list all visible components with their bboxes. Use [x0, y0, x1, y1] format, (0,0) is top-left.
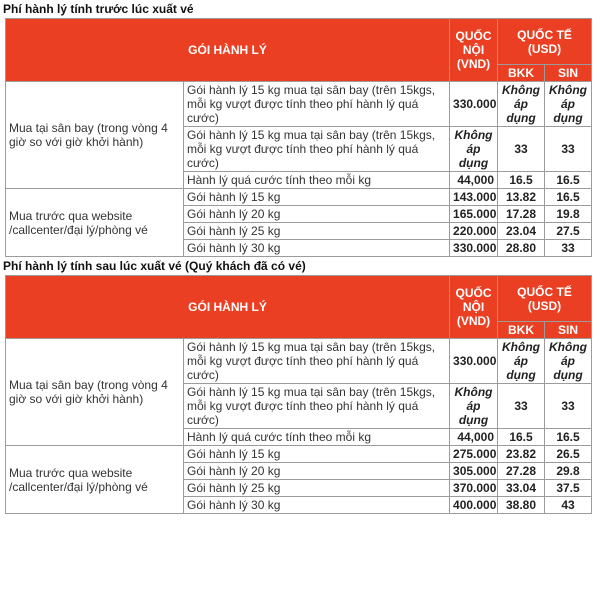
header-domestic: QUỐC NỘI (VND): [450, 19, 498, 82]
group-airport: Mua tại sân bay (trong vòng 4 giờ so với giờ khởi hành): [6, 82, 184, 189]
row-bkk: 33: [498, 384, 545, 429]
row-sin: Không áp dụng: [545, 82, 592, 127]
row-sin: 37.5: [545, 480, 592, 497]
row-bkk: 33.04: [498, 480, 545, 497]
row-sin: 27.5: [545, 223, 592, 240]
row-sin: 43: [545, 497, 592, 514]
row-bkk: 23.82: [498, 446, 545, 463]
row-domestic: 370.000: [450, 480, 498, 497]
table-row: [6, 189, 592, 206]
header-sin: SIN: [545, 322, 592, 339]
header-international: QUỐC TẾ (USD): [498, 276, 592, 322]
row-domestic: Không áp dụng: [450, 127, 498, 172]
header-package: GÓI HÀNH LÝ: [6, 276, 450, 339]
header-sin: SIN: [545, 65, 592, 82]
row-sin: 33: [545, 127, 592, 172]
row-sin: 16.5: [545, 189, 592, 206]
header-package: GÓI HÀNH LÝ: [6, 19, 450, 82]
section2-title: Phí hành lý tính sau lúc xuất vé (Quý khách đã có vé): [3, 259, 306, 273]
row-domestic: 275.000: [450, 446, 498, 463]
row-domestic: Không áp dụng: [450, 384, 498, 429]
row-domestic: 330.000: [450, 82, 498, 127]
header-bkk: BKK: [498, 322, 545, 339]
row-bkk: 27.28: [498, 463, 545, 480]
row-bkk: 23.04: [498, 223, 545, 240]
row-bkk: 13.82: [498, 189, 545, 206]
section1-title: Phí hành lý tính trước lúc xuất vé: [3, 2, 194, 16]
header-domestic: QUỐC NỘI (VND): [450, 276, 498, 339]
row-bkk: Không áp dụng: [498, 339, 545, 384]
row-sin: 16.5: [545, 172, 592, 189]
row-desc: Hành lý quá cước tính theo mỗi kg: [184, 172, 450, 189]
fee-table-before-ticketing: [5, 18, 592, 257]
row-bkk: 16.5: [498, 429, 545, 446]
row-bkk: 17.28: [498, 206, 545, 223]
row-domestic: 143.000: [450, 189, 498, 206]
group-web: Mua trước qua website /callcenter/đại lý/phòng vé: [6, 189, 184, 257]
row-sin: 26.5: [545, 446, 592, 463]
row-sin: 29.8: [545, 463, 592, 480]
table-row: [6, 82, 592, 127]
row-desc: Gói hành lý 20 kg: [184, 463, 450, 480]
row-desc: Gói hành lý 20 kg: [184, 206, 450, 223]
row-bkk: Không áp dụng: [498, 82, 545, 127]
row-desc: Gói hành lý 15 kg: [184, 446, 450, 463]
row-domestic: 400.000: [450, 497, 498, 514]
row-domestic: 165.000: [450, 206, 498, 223]
row-sin: 19.8: [545, 206, 592, 223]
group-airport: Mua tại sân bay (trong vòng 4 giờ so với giờ khởi hành): [6, 339, 184, 446]
row-desc: Hành lý quá cước tính theo mỗi kg: [184, 429, 450, 446]
row-domestic: 330.000: [450, 240, 498, 257]
row-desc: Gói hành lý 30 kg: [184, 497, 450, 514]
row-sin: 33: [545, 384, 592, 429]
row-desc: Gói hành lý 15 kg mua tại sân bay (trên 15kgs, mỗi kg vượt được tính theo phí hành lý quá cước): [184, 82, 450, 127]
row-bkk: 16.5: [498, 172, 545, 189]
row-desc: Gói hành lý 15 kg mua tại sân bay (trên 15kgs, mỗi kg vượt được tính theo phí hành lý quá cước): [184, 384, 450, 429]
row-sin: Không áp dụng: [545, 339, 592, 384]
row-desc: Gói hành lý 15 kg: [184, 189, 450, 206]
fee-table-after-ticketing: [5, 275, 592, 514]
row-desc: Gói hành lý 30 kg: [184, 240, 450, 257]
row-domestic: 44,000: [450, 429, 498, 446]
row-desc: Gói hành lý 15 kg mua tại sân bay (trên 15kgs, mỗi kg vượt được tính theo phí hành lý quá cước): [184, 339, 450, 384]
row-bkk: 28.80: [498, 240, 545, 257]
row-domestic: 220.000: [450, 223, 498, 240]
table-row: [6, 446, 592, 463]
row-domestic: 330.000: [450, 339, 498, 384]
header-bkk: BKK: [498, 65, 545, 82]
row-bkk: 38.80: [498, 497, 545, 514]
row-bkk: 33: [498, 127, 545, 172]
row-desc: Gói hành lý 25 kg: [184, 480, 450, 497]
row-sin: 33: [545, 240, 592, 257]
row-desc: Gói hành lý 25 kg: [184, 223, 450, 240]
group-web: Mua trước qua website /callcenter/đại lý/phòng vé: [6, 446, 184, 514]
row-sin: 16.5: [545, 429, 592, 446]
row-desc: Gói hành lý 15 kg mua tại sân bay (trên 15kgs, mỗi kg vượt được tính theo phí hành lý quá cước): [184, 127, 450, 172]
table-row: [6, 339, 592, 384]
row-domestic: 305.000: [450, 463, 498, 480]
header-international: QUỐC TẾ (USD): [498, 19, 592, 65]
row-domestic: 44,000: [450, 172, 498, 189]
